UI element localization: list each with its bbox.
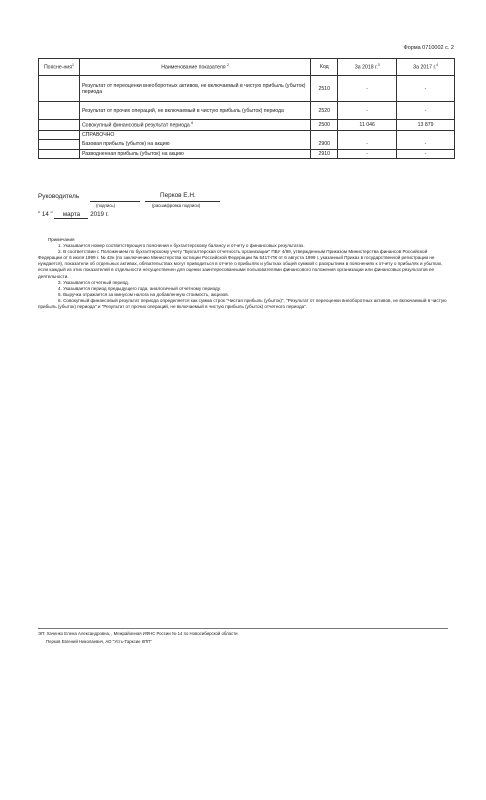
- notes-section: [38, 237, 448, 310]
- date-month: марта: [54, 211, 88, 219]
- row-code: 2500: [311, 120, 338, 131]
- row-value-2018: [338, 130, 397, 139]
- row-value-2017: [397, 130, 455, 139]
- date-year: 2019 г.: [90, 211, 109, 218]
- row-value-2018: -: [338, 149, 397, 158]
- note-item: 5. Выручка отражается за минусом налога на добавленную стоимость, акцизов.: [58, 291, 229, 297]
- signature-date: [38, 211, 109, 219]
- footer-line-1: ЭП: Хаченко Елена Александровна, , Межрайонная ИФНС России № 14 по Новосибирской области: [38, 631, 238, 636]
- row-value-2018: 11 046: [338, 120, 397, 131]
- row-name: Разводненная прибыль (убыток) на акцию: [79, 149, 310, 158]
- header-code: Код: [311, 59, 338, 76]
- row-value-2017: -: [397, 149, 455, 158]
- row-value-2017: -: [397, 102, 455, 120]
- row-code: 2910: [311, 149, 338, 158]
- table-header-row: [39, 59, 455, 76]
- row-name: Результат от прочих операций, не включаемый в чистую прибыль (убыток) периода: [79, 102, 310, 120]
- note-item: 2. В соответствии с Положением по бухгалтерскому учету "Бухгалтерская отчетность организации" ПБУ 4/99, утвержденным Приказом Министерства финансов Российской Федерации от 6 июля 1999 г. № 43н (по заключению Министерства юстиции Российской Федерации № 6417-ПК от 6 августа 1999 г. указанный Приказ в государственной регистрации не нуждается), показатели об отдельных активах, обязательствах могут приводиться в отчете о прибылях и убытках общей суммой с раскрытием в пояснениях к отчету о прибылях и убытках, если каждый из этих показателей в отдельности несущественен для оценки заинтересованными пользователями финансового положения организации или финансовых результатов ее деятельности.: [38, 249, 443, 279]
- row-value-2018: -: [338, 102, 397, 120]
- row-note: [39, 139, 80, 149]
- footer-rule: [38, 628, 448, 629]
- row-value-2018: -: [338, 139, 397, 149]
- form-code: Форма 0710002 с. 2: [403, 45, 454, 51]
- date-day: " 14 ": [38, 211, 53, 218]
- row-note: [39, 149, 80, 158]
- row-name: СПРАВОЧНО: [79, 130, 310, 139]
- note-item: 3. Указывается отчетный период.: [58, 279, 130, 285]
- note-item: 1. Указывается номер соответствующего пояснения к бухгалтерскому балансу и отчету о финансовых результатах.: [58, 243, 305, 249]
- row-code: 2510: [311, 76, 338, 102]
- table-row: [39, 139, 455, 149]
- row-code: 2520: [311, 102, 338, 120]
- digital-signature-footer: [38, 630, 448, 646]
- row-note: [39, 130, 80, 139]
- row-code: 2900: [311, 139, 338, 149]
- financial-results-table: [38, 58, 455, 159]
- row-value-2018: -: [338, 76, 397, 102]
- row-code: [311, 130, 338, 139]
- row-name: Базовая прибыль (убыток) на акцию: [79, 139, 310, 149]
- table-row: [39, 120, 455, 131]
- footer-line-2: Перков Евгений Николаевич, АО "Усть-Тарксие КПП": [46, 639, 152, 644]
- row-value-2017: 13 879: [397, 120, 455, 131]
- row-name: Совокупный финансовый результат периода $^6$: [79, 120, 310, 131]
- table-row: [39, 76, 455, 102]
- row-name: Результат от переоценки внеоборотных активов, не включаемый в чистую прибыль (убыток) периода: [79, 76, 310, 102]
- signer-name: Перков Е.Н.: [160, 192, 196, 199]
- note-item: 4. Указывается период предыдущего года, аналогичный отчетному периоду.: [58, 285, 221, 291]
- header-year2: За 2017 г.$^4$: [397, 59, 455, 76]
- note-item: 6. Совокупный финансовый результат периода определяется как сумма строк "Чистая прибыль (убыток)", "Результат от переоценки внеоборотных активов, не включаемый в чистую прибыль (убыток) периода" и "Результат от прочих операций, не включаемый в чистую прибыль (убыток) отчетного периода".: [38, 297, 447, 310]
- row-value-2017: -: [397, 76, 455, 102]
- row-note: [39, 120, 80, 131]
- header-year1: За 2018 г.$^3$: [338, 59, 397, 76]
- table-row: [39, 102, 455, 120]
- row-note: [39, 102, 80, 120]
- signature-line: [90, 192, 140, 202]
- row-note: [39, 76, 80, 102]
- table-row: [39, 130, 455, 139]
- row-value-2017: -: [397, 139, 455, 149]
- table-row: [39, 149, 455, 158]
- decode-caption: (расшифровка подписи): [152, 203, 201, 208]
- header-name: Наименование показателя $^2$: [79, 59, 310, 76]
- signature-caption: (подпись): [96, 203, 116, 208]
- header-note: Поясне-ния$^1$: [39, 59, 80, 76]
- signer-role: Руководитель: [38, 193, 80, 200]
- notes-title: Примечания: [48, 237, 75, 242]
